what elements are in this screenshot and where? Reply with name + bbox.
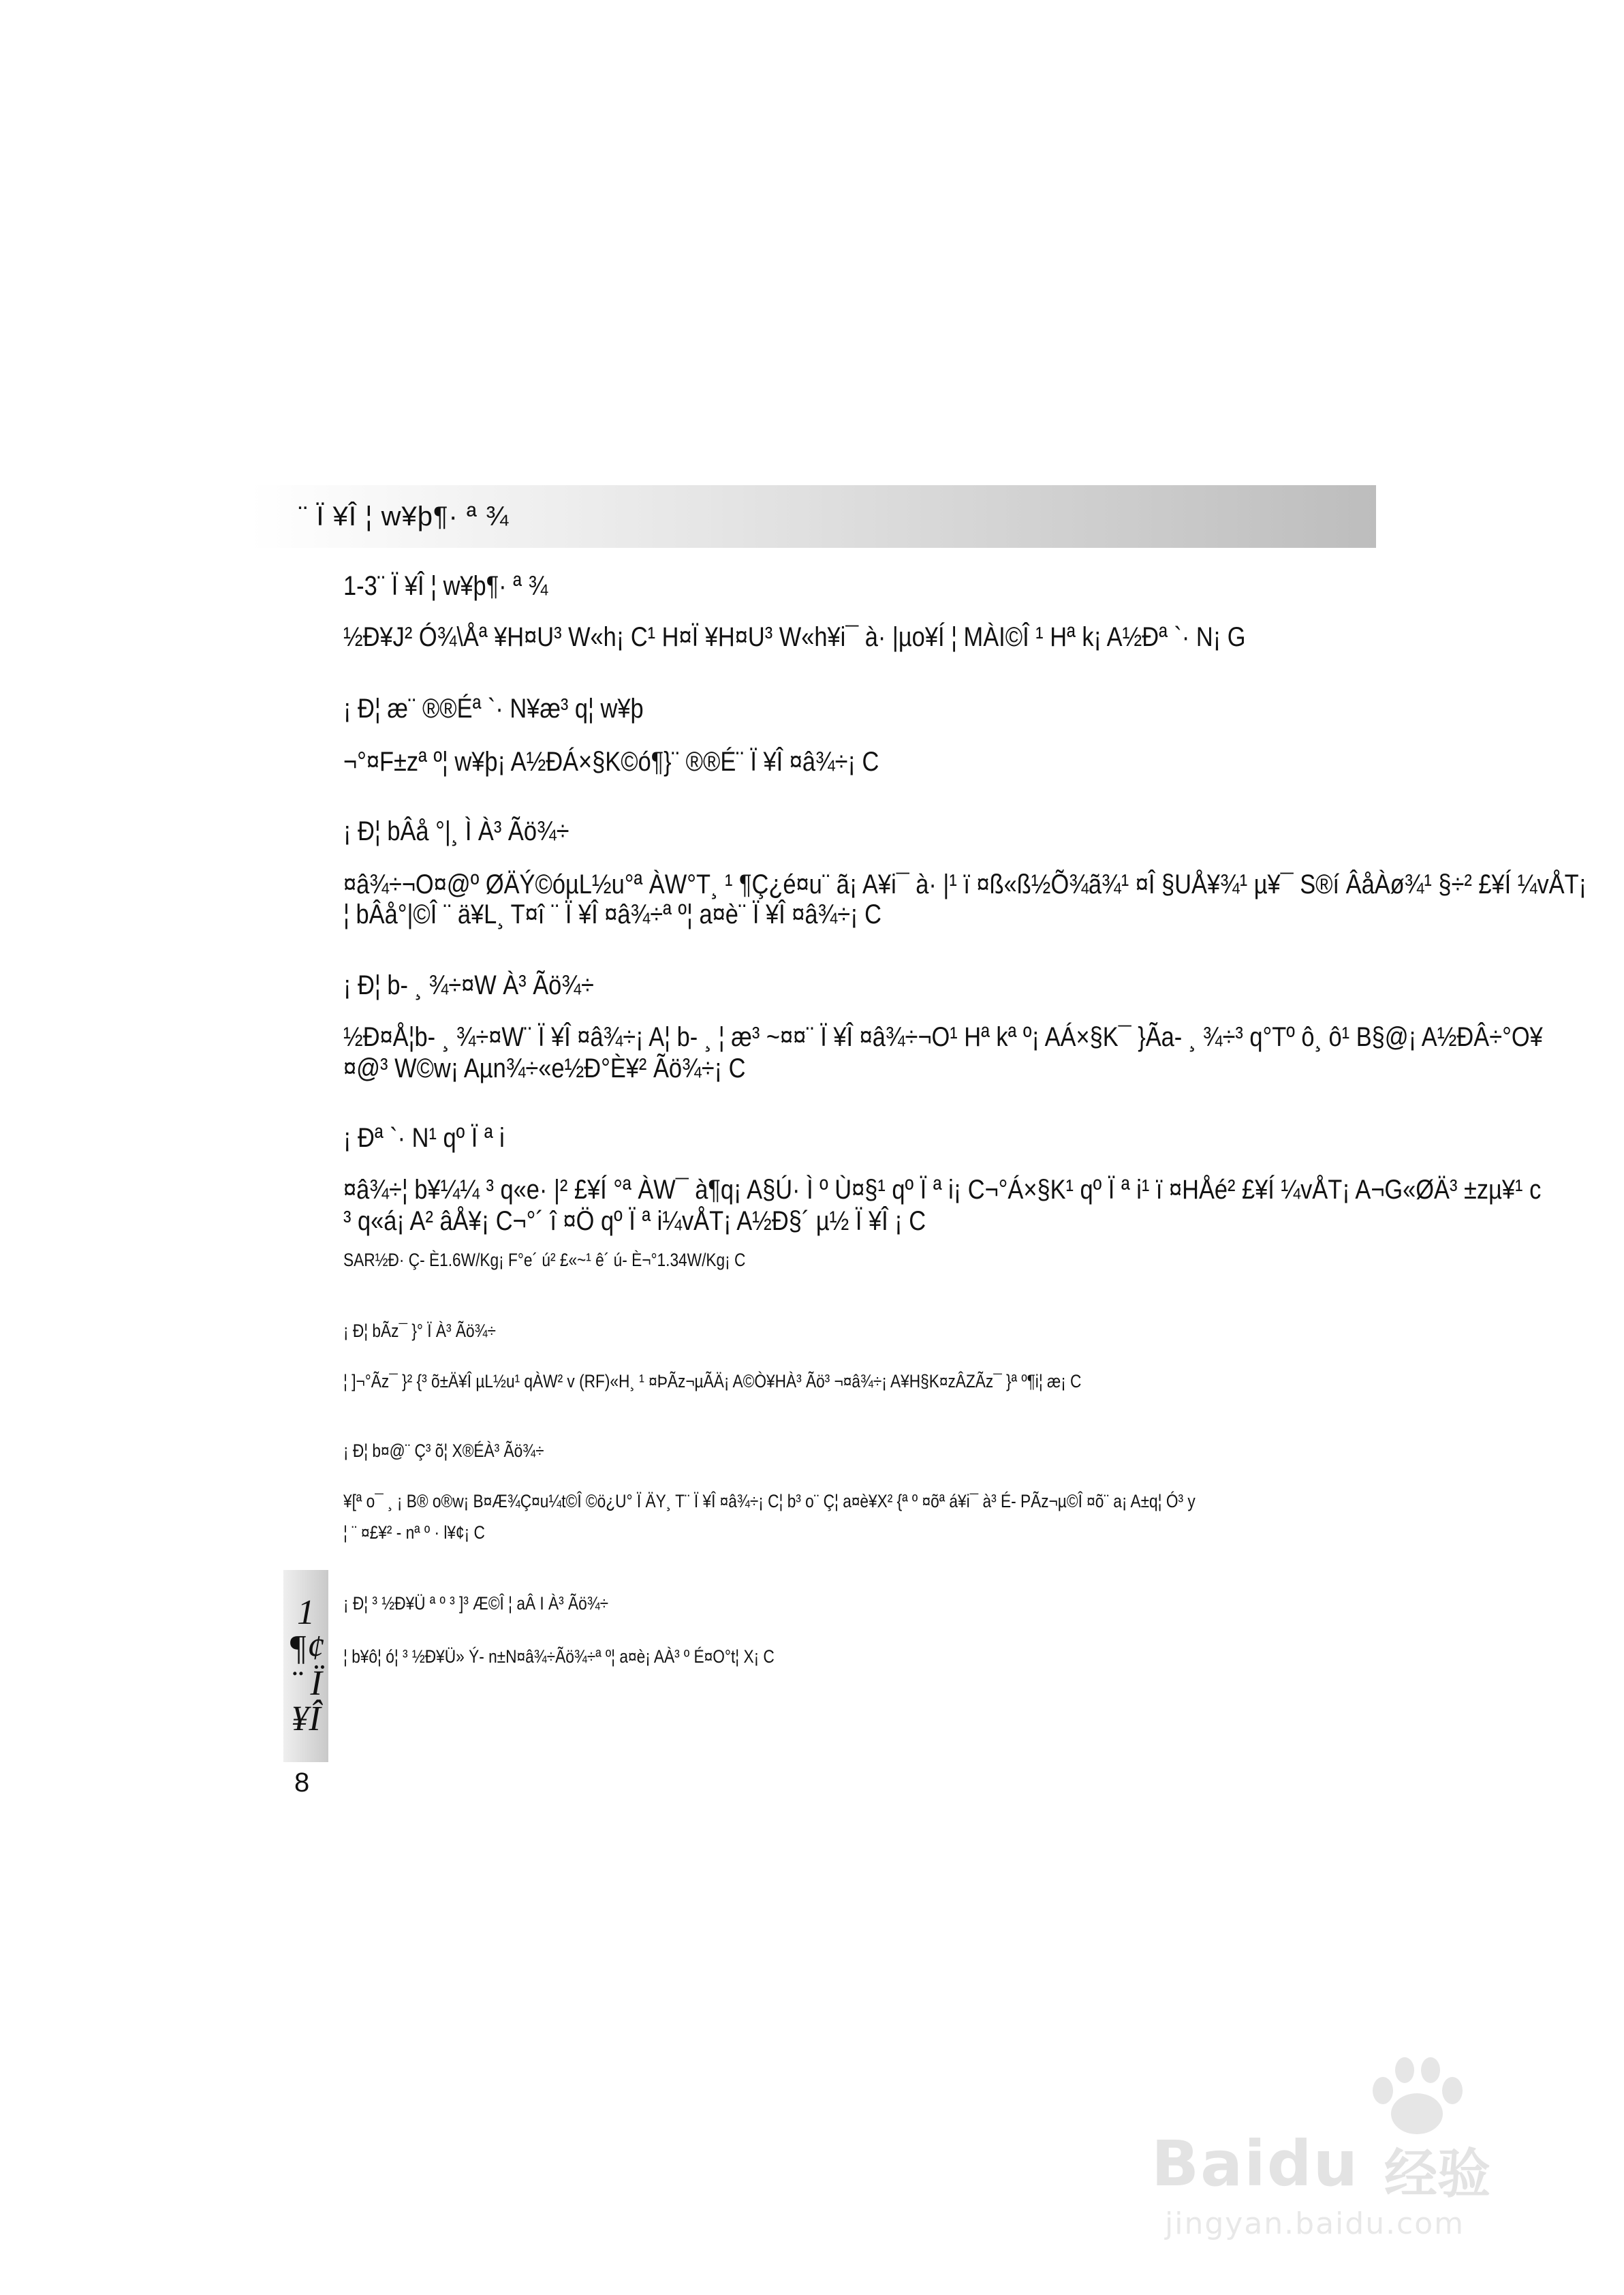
item-text-blasting: ¦ ]¬°Ãz¯ }² {³ õ±Ä¥Î µL½u¹ qÀW² v (RF)«H¸ ¹ ¤ÞÃz¬µÃÄ¡ A©Ò¥HÀ³ Ãö³ ¬¤â¾÷¡ A¥H§K¤zÂZÃz¯ }ª º¶i¦ æ¡ C — [343, 1371, 1082, 1391]
section-header-title: ¨ Ï ¥Î ¦ w¥þ¶· ª ¾ — [298, 501, 510, 532]
item-text-radiation-2: ³ q«á¡ A² âÅ¥¡ C¬°´ î ¤Ö qº Ï ª i¼vÅT¡ A½Ð§´ µ½ Ï ¥Î ¡ C — [343, 1206, 926, 1236]
item-text-hospital-1: ¤â¾÷¬O¤@º ØÄÝ©óµL½u°ª ÀW°T¸ ¹ ¶Ç¿é¤u¨ ã¡ A¥i¯ à· |¹ ï ¤ß«ß½Õ¾ã¾¹ ¤Î §UÅ¥¾¹ µ¥¯ S®í ÂåÀø¾¹ §÷² £¥Í ¼vÅT¡ — [343, 869, 1587, 899]
item-heading-hazardous: ¡ Ð¦ b¤@¨ Ç³ õ¦ X®ÉÀ³ Ãö¾÷ — [343, 1441, 544, 1461]
sar-note: SAR½Ð· Ç- È1.6W/Kg¡ F°e´ ú² £«~¹ ê´ ú- È¬°1.34W/Kg¡ C — [343, 1250, 746, 1270]
item-heading-blasting: ¡ Ð¦ bÃz¯ }° Ï À³ Ãö¾÷ — [343, 1321, 496, 1341]
watermark-brand-cn: 经验 — [1384, 2144, 1491, 2205]
paw-logo-icon — [1356, 2051, 1478, 2140]
intro-paragraph: ½Ð¥J² Ó¾\Åª ¥H¤U³ W«h¡ C¹ H¤Ï ¥H¤U³ W«h¥i¯ à· |µo¥Í ¦ MÀI©Î ¹ Hª k¡ A½Ðª `· N¡ G — [343, 622, 1246, 652]
item-text-hazardous-2: ¦ ¨ ¤£¥² - nª º · l¥¢¡ C — [343, 1522, 485, 1543]
item-text-driving: ¬°¤F±zª º¦ w¥þ¡ A½ÐÁ×§K©ó¶}¨ ®®É¨ Ï ¥Î ¤â¾÷¡ C — [343, 747, 879, 777]
item-heading-aircraft: ¡ Ð¦ b- ¸ ¾÷¤W À³ Ãö¾÷ — [343, 970, 594, 1000]
item-text-signposted: ¦ b¥ô¦ ó¦ ³ ½Ð¥Ü» Ý- n±N¤â¾÷Ãö¾÷ª º¦ a¤è¡ AÀ³ º É¤O°t¦ X¡ C — [343, 1646, 775, 1667]
item-text-hospital-2: ¦ bÂå°|©Î ¨ ä¥L¸ T¤î ¨ Ï ¥Î ¤â¾÷ª º¦ a¤è¨ Ï ¥Î ¤â¾÷¡ C — [343, 899, 881, 929]
subsection-title: 1-3¨ Ï ¥Î ¦ w¥þ¶· ª ¾ — [343, 571, 548, 601]
item-text-aircraft-2: ¤@³ W©w¡ Aµn¾÷«e½Ð°È¥² Ãö¾÷¡ C — [343, 1053, 746, 1083]
page-number: 8 — [294, 1768, 310, 1798]
chapter-side-tab-label: 1 ¶¢ ¨ Ï ¥Î — [288, 1593, 325, 1738]
item-heading-signposted: ¡ Ð¦ ³ ½Ð¥Ü ª º ³ ]³ Æ©Î ¦ aÂ I À³ Ãö¾÷ — [343, 1593, 609, 1614]
item-text-hazardous-1: ¥[ª o¯ ¸ ¡ B® o®w¡ B¤Æ¾Ç¤u¼t©Î ©ö¿U° Ï ÄY¸ T¨ Ï ¥Î ¤â¾÷¡ C¦ b³ o¨ Ç¦ a¤è¥X² {ª º ¤õª á¥i¯ à³ É- PÃz¬µ©Î ¤õ¨ a¡ A±q¦ Ó³ y — [343, 1491, 1196, 1511]
watermark-url: jingyan.baidu.com — [1165, 2206, 1465, 2241]
item-text-aircraft-1: ½Ð¤Å¦b- ¸ ¾÷¤W¨ Ï ¥Î ¤â¾÷¡ A¦ b- ¸ ¦ æ³ ~¤¤¨ Ï ¥Î ¤â¾÷¬O¹ Hª kª º¡ AÁ×§K¯ }Ãa- ¸ ¾÷³ q°Tº ô¸ ô¹ B§@¡ A½ÐÂ÷°O¥ — [343, 1022, 1543, 1052]
baidu-jingyan-watermark — [1131, 2051, 1608, 2255]
item-heading-hospital: ¡ Ð¦ bÂå °|¸ Ì À³ Ãö¾÷ — [343, 816, 569, 846]
watermark-brand: Baidu — [1151, 2127, 1360, 2200]
item-heading-radiation: ¡ Ðª `· N¹ qº Ï ª i — [343, 1123, 505, 1153]
item-text-radiation-1: ¤â¾÷¦ b¥¼¼ ³ q«e· |² £¥Í °ª ÀW¯ à¶q¡ A§Ú· Ì º Ù¤§¹ qº Ï ª i¡ C¬°Á×§K¹ qº Ï ª i¹ ï ¤HÅé² £¥Í ¼vÅT¡ A¬G«ØÄ³ ±zµ¥¹ c — [343, 1175, 1542, 1205]
section-header-bar — [249, 485, 1376, 548]
item-heading-driving: ¡ Ð¦ æ¨ ®®Éª `· N¥æ³ q¦ w¥þ — [343, 694, 644, 724]
chapter-side-tab — [283, 1570, 328, 1762]
